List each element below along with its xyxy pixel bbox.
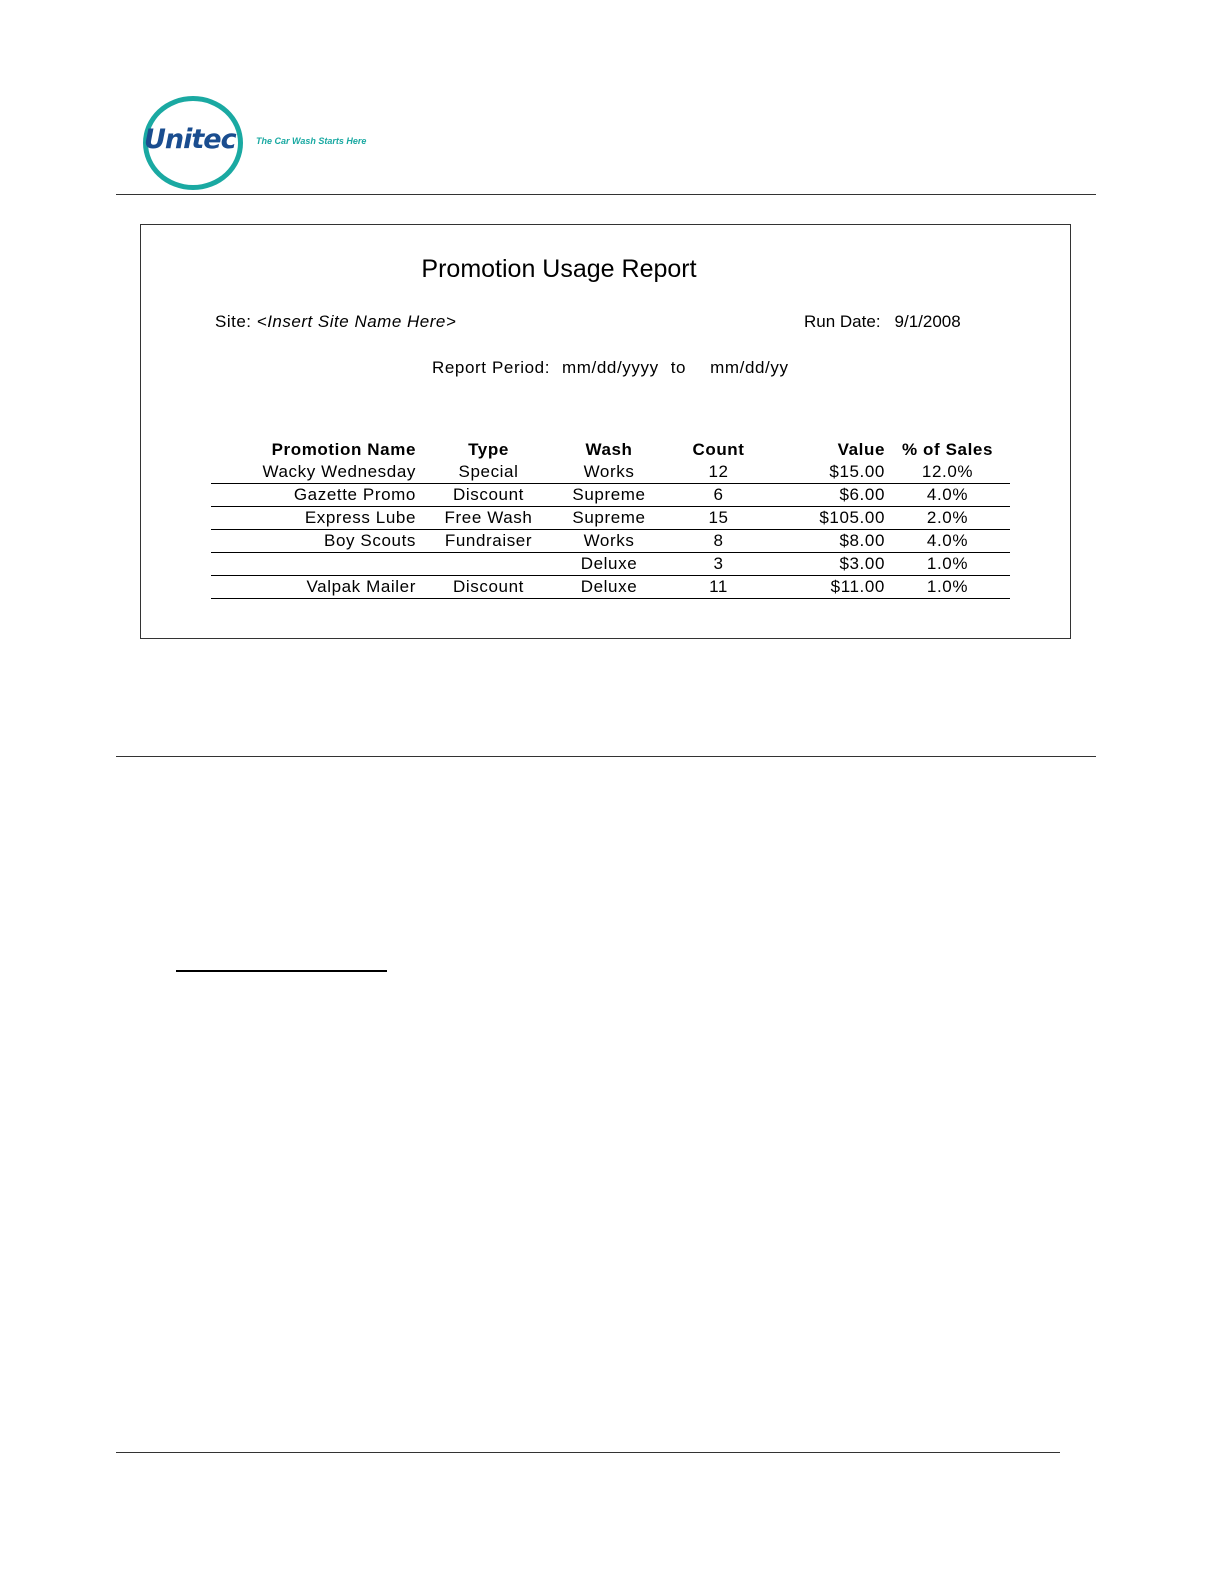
site-line [215, 312, 456, 332]
cell-count: 6 [713, 485, 724, 504]
cell-value: $15.00 [829, 462, 885, 481]
cell-count: 12 [708, 462, 729, 481]
footer-divider [116, 1452, 1060, 1453]
cell-percent-of-sales: 12.0% [921, 462, 974, 481]
table-row [211, 484, 1010, 507]
column-header: Type [468, 440, 509, 459]
cell-value: $3.00 [839, 554, 885, 573]
cell-percent-of-sales: 1.0% [926, 577, 969, 596]
cell-promotion-name: Wacky Wednesday [262, 462, 416, 481]
cell-wash: Deluxe [580, 577, 638, 596]
run-date-label: Run Date: [804, 312, 881, 331]
cell-wash: Deluxe [580, 554, 638, 573]
column-header: Value [837, 440, 885, 459]
report-period-line [432, 358, 789, 378]
table-row [211, 576, 1010, 599]
report-figure [140, 224, 1071, 639]
cell-value: $8.00 [839, 531, 885, 550]
table-row [211, 507, 1010, 530]
site-label: Site: [215, 312, 252, 331]
cell-type: Special [458, 462, 519, 481]
section-divider [116, 756, 1096, 757]
cell-type: Free Wash [444, 508, 533, 527]
cell-wash: Works [583, 531, 635, 550]
cell-promotion-name: Express Lube [304, 508, 416, 527]
column-header: % of Sales [901, 440, 994, 459]
column-header: Count [692, 440, 745, 459]
header-divider [116, 194, 1096, 195]
cell-type [416, 553, 561, 576]
cell-count: 15 [708, 508, 729, 527]
cell-promotion-name: Valpak Mailer [306, 577, 416, 596]
report-title: Promotion Usage Report [421, 255, 697, 283]
cell-percent-of-sales: 4.0% [926, 485, 969, 504]
period-start: mm/dd/yyyy [562, 358, 659, 377]
period-end: mm/dd/yy [710, 358, 789, 377]
site-value: <Insert Site Name Here> [256, 312, 457, 331]
promotion-usage-table [211, 439, 1010, 599]
table-row [211, 530, 1010, 553]
cell-count: 11 [709, 577, 728, 596]
cell-value: $105.00 [819, 508, 885, 527]
heading-underline [176, 970, 387, 972]
period-label: Report Period: [432, 358, 551, 377]
run-date-value: 9/1/2008 [894, 312, 961, 331]
cell-percent-of-sales: 1.0% [926, 554, 969, 573]
cell-type: Fundraiser [444, 531, 533, 550]
cell-value: $11.00 [830, 577, 885, 596]
cell-type: Discount [453, 485, 524, 504]
run-date-line [804, 312, 961, 332]
logo-tagline: The Car Wash Starts Here [256, 136, 367, 146]
cell-type: Discount [453, 577, 524, 596]
column-header: Wash [585, 440, 633, 459]
cell-promotion-name [211, 553, 416, 576]
cell-value: $6.00 [839, 485, 885, 504]
cell-count: 8 [713, 531, 724, 550]
period-to: to [670, 358, 687, 377]
logo-wordmark: Unitec [144, 124, 236, 155]
cell-percent-of-sales: 2.0% [926, 508, 969, 527]
cell-wash: Supreme [572, 508, 646, 527]
table-row [211, 553, 1010, 576]
cell-wash: Works [583, 462, 635, 481]
cell-wash: Supreme [572, 485, 646, 504]
table-row [211, 461, 1010, 484]
column-header: Promotion Name [271, 440, 416, 459]
unitec-logo [140, 94, 400, 190]
table-header-row [211, 439, 1010, 461]
cell-count: 3 [713, 554, 724, 573]
cell-promotion-name: Boy Scouts [324, 531, 416, 550]
cell-percent-of-sales: 4.0% [926, 531, 969, 550]
cell-promotion-name: Gazette Promo [293, 485, 416, 504]
